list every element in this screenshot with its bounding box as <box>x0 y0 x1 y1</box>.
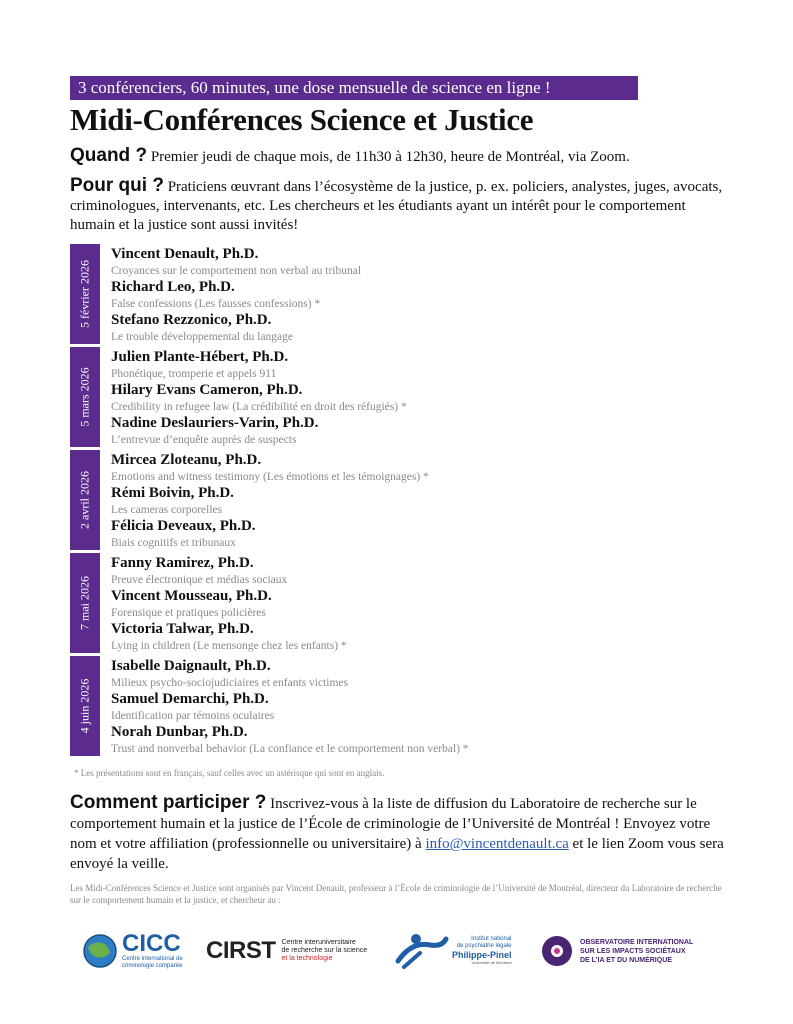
session-date-bar <box>70 450 100 550</box>
obvia-emblem-icon <box>540 934 574 968</box>
speaker-topic: Lying in children (Le mensonge chez les enfants) * <box>111 640 347 652</box>
cirst-acronym-text: CIRST <box>206 937 276 964</box>
pinel-line1: Institut national <box>471 936 512 942</box>
speaker-name: Vincent Mousseau, Ph.D. <box>111 588 272 604</box>
speaker-name: Julien Plante-Hébert, Ph.D. <box>111 349 289 365</box>
speaker-topic: Les cameras corporelles <box>111 504 223 516</box>
email-link[interactable]: info@vincentdenault.ca <box>425 836 569 852</box>
session-date: 5 mars 2026 <box>77 367 92 427</box>
tagline-banner: 3 conférenciers, 60 minutes, une dose mensuelle de science en ligne ! <box>70 76 638 100</box>
session-date-bar <box>70 347 100 447</box>
cicc-logo <box>82 924 183 978</box>
cirst-line1: Centre interuniversitaire <box>281 939 356 946</box>
session-schedule <box>70 244 750 759</box>
when-text: Premier jeudi de chaque mois, de 11h30 à 12h30, heure de Montréal, via Zoom. <box>147 149 630 165</box>
speaker-list <box>111 658 469 757</box>
participate-label: Comment participer ? <box>70 792 267 813</box>
when-section <box>70 146 730 167</box>
cirst-line3: et la technologie <box>281 955 333 962</box>
session-date: 5 février 2026 <box>77 260 92 328</box>
speaker-name: Vincent Denault, Ph.D. <box>111 246 259 262</box>
session-date-bar <box>70 244 100 344</box>
figure-icon <box>394 931 450 971</box>
speaker-name: Norah Dunbar, Ph.D. <box>111 724 248 740</box>
when-label: Quand ? <box>70 145 148 166</box>
cicc-line1: Centre international de <box>122 956 183 962</box>
speaker-topic: Credibility in refugee law (La crédibilité en droit des réfugiés) * <box>111 401 407 413</box>
speaker-name: Hilary Evans Cameron, Ph.D. <box>111 382 303 398</box>
speaker-topic: L’entrevue d’enquête auprès de suspects <box>111 434 297 446</box>
speaker-name: Samuel Demarchi, Ph.D. <box>111 691 269 707</box>
session-date: 4 juin 2026 <box>77 678 92 734</box>
session-date: 7 mai 2026 <box>77 576 92 630</box>
speaker-topic: False confessions (Les fausses confessions) * <box>111 298 321 310</box>
audience-label: Pour qui ? <box>70 175 164 196</box>
speaker-name: Nadine Deslauriers-Varin, Ph.D. <box>111 415 319 431</box>
speaker-name: Rémi Boivin, Ph.D. <box>111 485 234 501</box>
speaker-topic: Emotions and witness testimony (Les émotions et les témoignages) * <box>111 471 429 483</box>
pinel-line3: Philippe-Pinel <box>452 950 512 960</box>
cirst-line2: de recherche sur la science <box>281 947 368 954</box>
speaker-topic: Biais cognitifs et tribunaux <box>111 537 236 549</box>
speaker-name: Stefano Rezzonico, Ph.D. <box>111 312 272 328</box>
speaker-name: Fanny Ramirez, Ph.D. <box>111 555 254 571</box>
speaker-name: Victoria Talwar, Ph.D. <box>111 621 254 637</box>
obvia-line1: OBSERVATOIRE INTERNATIONAL <box>580 938 694 946</box>
cicc-line2: criminologie comparée <box>122 963 183 969</box>
cirst-acronym <box>206 937 276 965</box>
audience-section <box>70 176 730 235</box>
speaker-topic: Milieux psycho-sociojudiciaires et enfants victimes <box>111 677 348 689</box>
cicc-acronym: CICC <box>122 930 181 957</box>
globe-icon <box>82 933 118 969</box>
pinel-line2: de psychiatrie légale <box>456 943 512 949</box>
obvia-line3: DE L’IA ET DU NUMÉRIQUE <box>580 956 672 964</box>
speaker-topic: Le trouble développemental du langage <box>111 331 294 343</box>
speaker-topic: Identification par témoins oculaires <box>111 710 275 722</box>
session-block <box>70 244 750 344</box>
speaker-name: Mircea Zloteanu, Ph.D. <box>111 452 262 468</box>
speaker-list <box>111 246 361 345</box>
speaker-topic: Croyances sur le comportement non verbal au tribunal <box>111 265 362 277</box>
obvia-line2: SUR LES IMPACTS SOCIÉTAUX <box>580 947 686 955</box>
language-footnote: * Les présentations sont en français, sauf celles avec un astérisque qui sont en anglais. <box>74 768 385 778</box>
page-title: Midi-Conférences Science et Justice <box>70 102 534 137</box>
speaker-name: Isabelle Daignault, Ph.D. <box>111 658 271 674</box>
participate-text-end: et le lien Zoom vous sera envoyé la veille. <box>70 836 724 872</box>
participate-text: Inscrivez-vous à la liste de diffusion du Laboratoire de recherche sur le comportement humain et la justice de l’École de criminologie de l’Université de Montréal ! Envoyez votre nom et votre affiliation (professionnelle ou universitaire) à <box>70 796 711 852</box>
session-block <box>70 450 750 550</box>
speaker-list <box>111 452 429 551</box>
participate-section <box>70 793 730 874</box>
organizer-credit: Les Midi-Conférences Science et Justice sont organisés par Vincent Denault, professeur à l’École de criminologie de l’Université de Montréal, directeur du Laboratoire de recherche sur le comportement humain et la justice, et chercheur au : <box>70 883 722 905</box>
cirst-logo <box>206 924 367 978</box>
session-block <box>70 553 750 653</box>
speaker-name: Félicia Deveaux, Ph.D. <box>111 518 256 534</box>
speaker-topic: Forensique et pratiques policières <box>111 607 266 619</box>
speaker-name: Richard Leo, Ph.D. <box>111 279 235 295</box>
session-date-bar <box>70 553 100 653</box>
pinel-logo <box>394 924 512 978</box>
session-date: 2 avril 2026 <box>77 471 92 529</box>
session-block <box>70 347 750 447</box>
speaker-list <box>111 555 347 654</box>
speaker-topic: Trust and nonverbal behavior (La confiance et le comportement non verbal) * <box>111 743 469 755</box>
speaker-topic: Preuve électronique et médias sociaux <box>111 574 288 586</box>
session-block <box>70 656 750 756</box>
partner-logos <box>70 924 730 978</box>
pinel-line4: Université de Montréal <box>471 960 512 965</box>
audience-text: Praticiens œuvrant dans l’écosystème de la justice, p. ex. policiers, analystes, juges, avocats, criminologues, intervenants, etc. Les chercheurs et les étudiants ayant un intérêt pour le comportement humain et la justice sont aussi invités! <box>70 179 723 233</box>
obvia-logo <box>540 924 693 978</box>
speaker-list <box>111 349 407 448</box>
session-date-bar <box>70 656 100 756</box>
speaker-topic: Phonétique, tromperie et appels 911 <box>111 368 277 380</box>
